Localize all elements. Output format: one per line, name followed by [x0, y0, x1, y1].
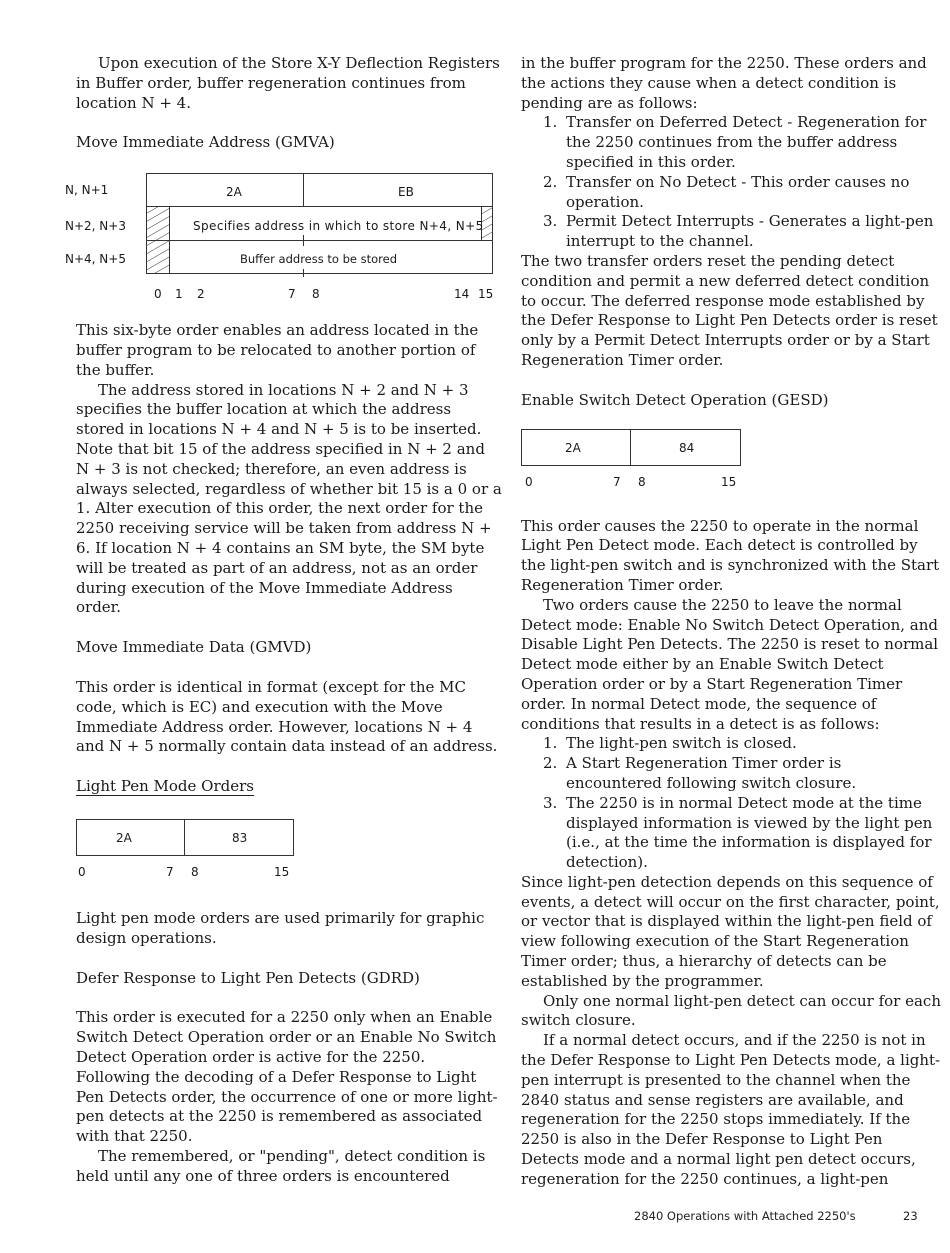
paragraph: The two transfer orders reset the pending detect condition and permit a new deferred detect condition to occur. The deferred response mode established by the Defer Response to Light Pen Detects order is reset only by a Permit Detect Interrupts order or by a Start Regeneration Timer order. [521, 251, 938, 369]
paragraph: This order causes the 2250 to operate in the normal Light Pen Detect mode. Each detect is controlled by the light-pen switch and is synchronized with the Start Regeneration Timer order. [521, 516, 940, 594]
paragraph: Since light-pen detection depends on this sequence of events, a detect will occur on the first character, point, or vector that is displayed within the light-pen field of view following execution of the Start Regeneration Timer order; thus, a hierarchy of detects can be established by the programmer. [521, 872, 940, 990]
paragraph: The remembered, or "pending", detect condition is held until any one of three orders is encountered [76, 1146, 486, 1185]
paragraph: This order is identical in format (except for the MC code, which is EC) and execution with the Move Immediate Address order. However, locations N + 4 and N + 5 normally contain data instead of an address. [76, 677, 498, 756]
paragraph: Upon execution of the Store X-Y Deflection Registers in Buffer order, buffer regeneration continues from location N + 4. [76, 54, 500, 112]
footer-title: 2840 Operations with Attached 2250's [634, 1209, 856, 1223]
section-heading-gmvd: Move Immediate Data (GMVD) [76, 638, 312, 657]
numbered-list [521, 734, 941, 873]
bit-label: 15 [478, 287, 494, 302]
bit-label: 14 [454, 287, 470, 302]
cell-buffer-address: Buffer address to be stored [240, 252, 398, 267]
cell-2a: 2A [565, 440, 581, 455]
bit-label: 8 [191, 864, 199, 879]
page-number: 23 [903, 1209, 918, 1223]
paragraph: in the buffer program for the 2250. These orders and the actions they cause when a detect condition is pending are as follows: [521, 54, 927, 112]
bit-label: 2 [197, 287, 205, 302]
cell-store-address: Specifies address in which to store N+4, N+5 [193, 219, 484, 234]
section-heading-gesd: Enable Switch Detect Operation (GESD) [521, 390, 829, 409]
gmva-format-diagram [65, 153, 502, 302]
bit-label: 15 [721, 474, 737, 489]
cell-eb: EB [398, 185, 414, 200]
lpm-format-diagram [76, 797, 502, 879]
paragraph: The address stored in locations N + 2 and N + 3 specifies the buffer location at which the address stored in locations N + 4 and N + 5 is to be inserted. Note that bit 15 of the address specified in N + 2 and N + 3 is not checked; therefore, an even address is always selected, regardless of whether bit 15 is a 0 or a 1. Alter execution of this order, the next order for the 2250 receiving service will be taken from address N + 6. If location N + 4 contains an SM byte, the SM byte will be treated as part of an address, not as an order during execution of the Move Immediate Address order. [76, 380, 502, 617]
left-column [65, 54, 502, 1186]
list-item: 3. Permit Detect Interrupts - Generates a light-pen interrupt to the channel. [543, 212, 934, 251]
list-item: 2. Transfer on No Detect - This order causes no operation. [543, 172, 910, 211]
bit-label: 7 [166, 864, 174, 879]
paragraph: Two orders cause the 2250 to leave the normal Detect mode: Enable No Switch Detect Operation, and Disable Light Pen Detects. The 2250 is reset to normal Detect mode either by an Enable Switch Detect Operation order or by a Start Regeneration Timer order. In normal Detect mode, the sequence of conditions that results in a detect is as follows: [521, 595, 939, 733]
bit-label: 8 [638, 474, 646, 489]
paragraph: This order is executed for a 2250 only when an Enable Switch Detect Operation order or an Enable No Switch Detect Operation order is active for the 2250. Following the decoding of a Defer Response to Light Pen Detects order, the occurrence of one or more light-pen detects at the 2250 is remembered as associated with that 2250. [76, 1008, 498, 1146]
bit-label: 7 [613, 474, 621, 489]
bit-label: 0 [154, 287, 162, 302]
gesd-format-diagram [521, 411, 941, 493]
cell-83: 83 [232, 830, 248, 845]
bit-label: 1 [175, 287, 183, 302]
cell-2a: 2A [226, 185, 242, 200]
section-heading-gmva: Move Immediate Address (GMVA) [76, 133, 335, 152]
numbered-list [521, 113, 941, 252]
paragraph: If a normal detect occurs, and if the 2250 is not in the Defer Response to Light Pen Detects mode, a light-pen interrupt is presented to the channel when the 2840 status and sense registers are available, and regeneration for the 2250 stops immediately. If the 2250 is also in the Defer Response to Light Pen Detects mode and a normal light pen detect occurs, regeneration for the 2250 continues, a light-pen [521, 1031, 941, 1188]
cell-84: 84 [679, 440, 695, 455]
bit-label: 0 [78, 864, 86, 879]
paragraph: This six-byte order enables an address located in the buffer program to be relocated to another portion of the buffer. [76, 321, 479, 379]
paragraph: Light pen mode orders are used primarily for graphic design operations. [76, 908, 485, 947]
list-item: 3. The 2250 is in normal Detect mode at the time displayed information is viewed by the light pen (i.e., at the time the information is displayed for detection). [543, 793, 933, 872]
paragraph: Only one normal light-pen detect can occur for each switch closure. [521, 991, 941, 1030]
section-heading-light-pen-mode: Light Pen Mode Orders [76, 777, 254, 796]
row-label: N+2, N+3 [65, 219, 126, 234]
cell-2a: 2A [116, 830, 132, 845]
list-item: 2. A Start Regeneration Timer order is encountered following switch closure. [543, 754, 857, 792]
bit-label: 0 [525, 474, 533, 489]
section-heading-gdrd: Defer Response to Light Pen Detects (GDRD) [76, 968, 420, 987]
bit-label: 15 [274, 864, 290, 879]
row-label: N, N+1 [65, 183, 109, 198]
bit-label: 8 [312, 287, 320, 302]
list-item: 1. Transfer on Deferred Detect - Regeneration for the 2250 continues from the buffer address specified in this order. [543, 113, 927, 171]
bit-label: 7 [288, 287, 296, 302]
row-label: N+4, N+5 [65, 252, 126, 267]
right-column [521, 54, 941, 1190]
list-item: 1. The light-pen switch is closed. [543, 734, 797, 753]
